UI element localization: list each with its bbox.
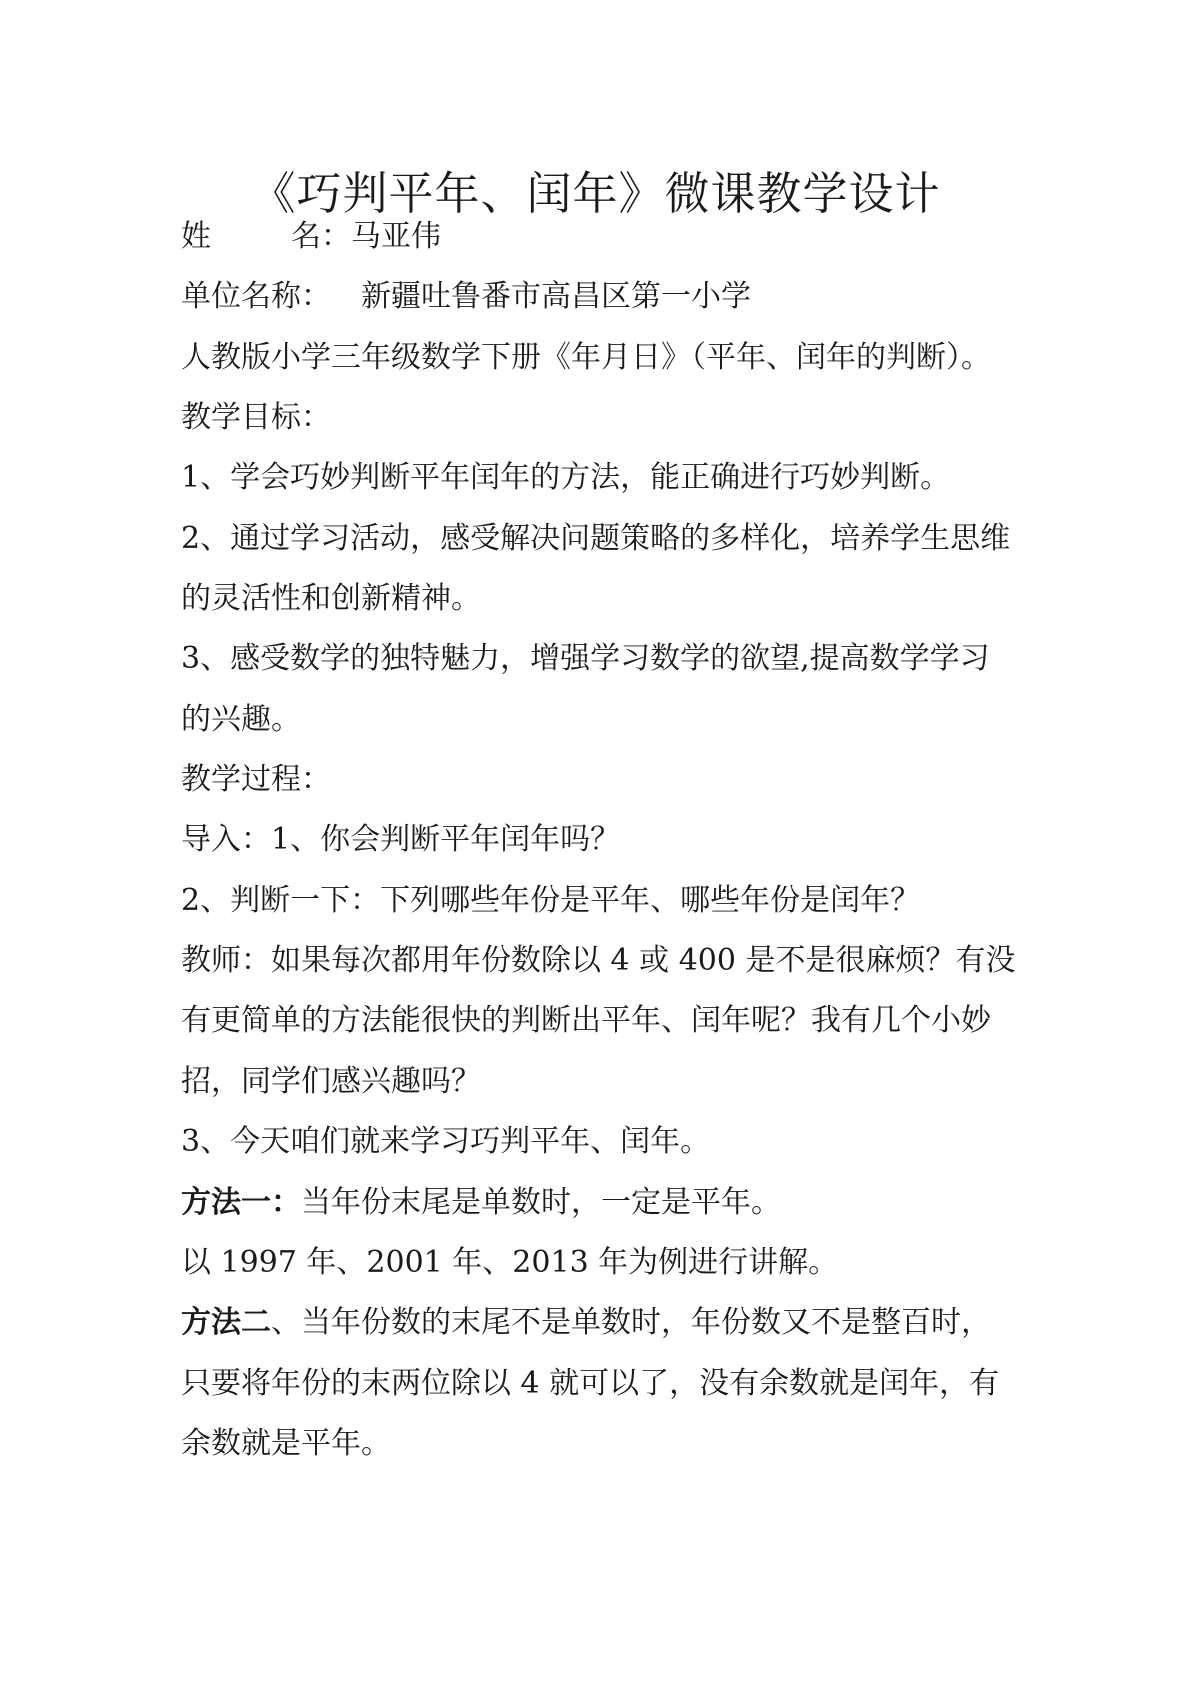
teacher-line-2: 有更简单的方法能很快的判断出平年、闰年呢？我有几个小妙 [181,1003,991,1038]
author-label-first: 姓 [181,219,211,254]
method-1-line [181,1183,781,1223]
textbook-line: 人教版小学三年级数学下册《年月日》（平年、闰年的判断）。 [181,340,991,375]
method-2-label: 方法二 [181,1305,271,1340]
objective-1: 1、学会巧妙判断平年闰年的方法，能正确进行巧妙判断。 [181,460,951,495]
objective-3-line-1: 3、感受数学的独特魅力，增强学习数学的欲望,提高数学学习 [181,641,990,676]
method-2-line-2: 只要将年份的末两位除以 4 就可以了，没有余数就是闰年，有 [181,1366,1000,1401]
intro-1: 导入：1、你会判断平年闰年吗？ [181,822,621,857]
author-value: 马亚伟 [351,219,441,254]
intro-3: 3、今天咱们就来学习巧判平年、闰年。 [181,1124,711,1159]
teacher-line-1: 教师：如果每次都用年份数除以 4 或 400 是不是很麻烦？有没 [181,943,1016,978]
method-1-example: 以 1997 年、2001 年、2013 年为例进行讲解。 [181,1245,839,1280]
teacher-line-3: 招，同学们感兴趣吗？ [181,1064,481,1099]
author-label-last: 名： [291,219,351,254]
unit-label: 单位名称： [181,279,331,314]
unit-value: 新疆吐鲁番市高昌区第一小学 [361,279,751,314]
objective-3-line-2: 的兴趣。 [181,702,301,737]
objective-2-line-2: 的灵活性和创新精神。 [181,581,481,616]
objectives-heading: 教学目标： [181,400,331,435]
method-1-text: 当年份末尾是单数时，一定是平年。 [301,1185,781,1220]
method-2-text-1: 、当年份数的末尾不是单数时，年份数又不是整百时， [271,1305,991,1340]
intro-2: 2、判断一下：下列哪些年份是平年、哪些年份是闰年？ [181,883,921,918]
objective-2-line-1: 2、通过学习活动，感受解决问题策略的多样化，培养学生思维 [181,521,1011,556]
unit-line [181,277,751,317]
page-title: 《巧判平年、闰年》微课教学设计 [250,167,941,220]
method-2-line-3: 余数就是平年。 [181,1426,391,1461]
process-heading: 教学过程： [181,762,331,797]
method-2-line-1 [181,1303,991,1343]
method-1-label: 方法一： [181,1185,301,1220]
author-line [181,217,441,257]
